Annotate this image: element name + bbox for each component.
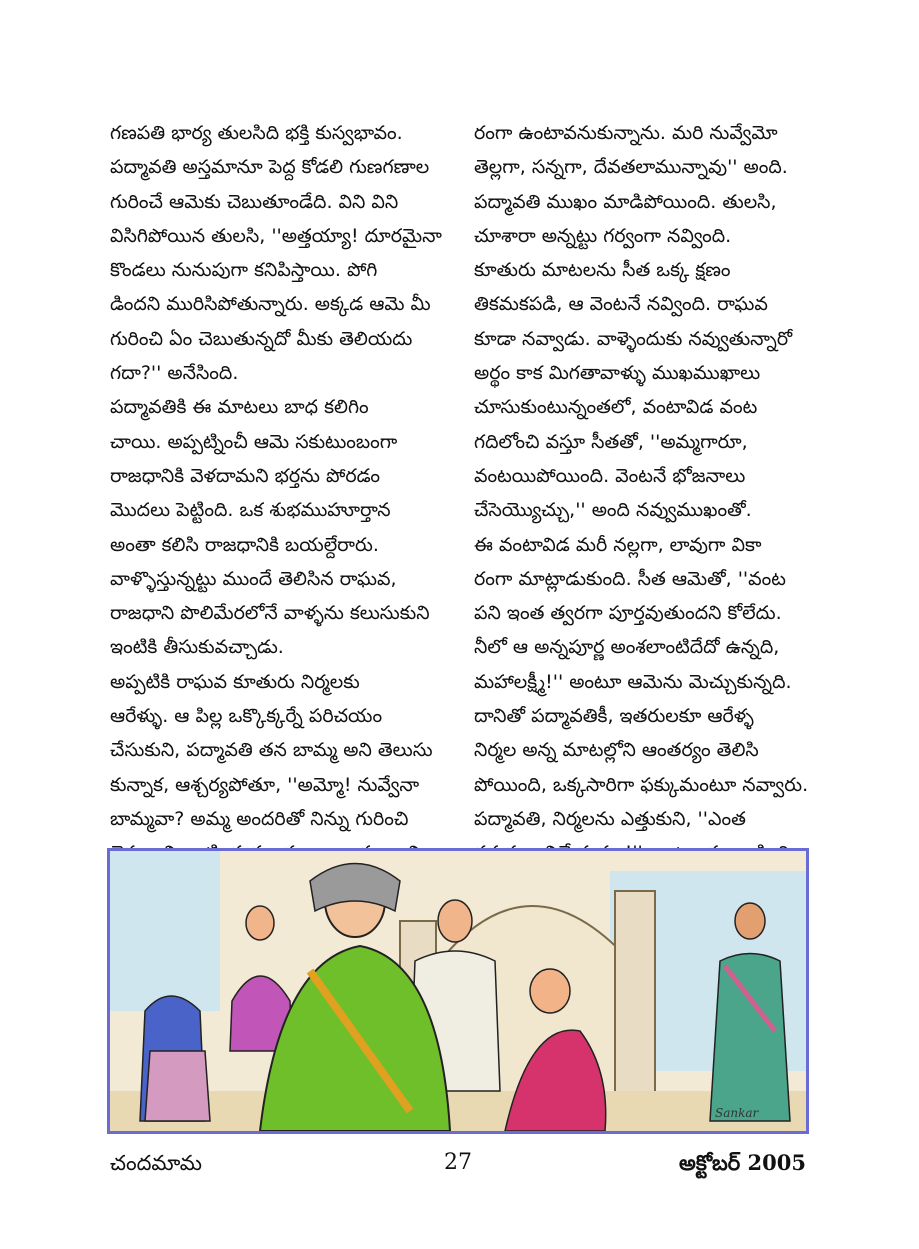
story-line: గురించే ఆమెకు చెబుతూండేది. విని విని: [110, 190, 399, 213]
maid-head: [735, 903, 765, 939]
floor: [110, 1091, 806, 1131]
story-line: మొదలు పెట్టింది. ఒక శుభముహూర్తాన: [110, 499, 391, 522]
story-line: డిందని మురిసిపోతున్నారు. అక్కడ ఆమె మీ: [110, 293, 431, 316]
story-column-right: [474, 116, 826, 871]
story-line: పద్మావతి, నిర్మలను ఎత్తుకుని, ''ఎంత: [474, 807, 746, 830]
issue-month: అక్టోబర్: [679, 1151, 741, 1175]
story-line: విసిగిపోయిన తులసి, ''అత్తయ్యా! దూరమైనా: [110, 224, 442, 247]
story-line: చాయి. అప్పట్నించీ ఆమె సకుటుంబంగా: [110, 430, 398, 453]
story-line: అర్థం కాక మిగతావాళ్ళు ముఖముఖాలు: [474, 362, 761, 385]
story-line: గురించి ఏం చెబుతున్నదో మీకు తెలియదు: [110, 327, 413, 350]
story-illustration: [107, 848, 809, 1134]
story-line: చేసెయ్యొచ్చు,'' అంది నవ్వుముఖంతో.: [474, 499, 752, 522]
story-line: తికమకపడి, ఆ వెంటనే నవ్వింది. రాఘవ: [474, 293, 768, 316]
story-line: మహాలక్ష్మీ!'' అంటూ ఆమెను మెచ్చుకున్నది.: [474, 670, 792, 693]
story-line: పద్మావతికి ఈ మాటలు బాధ కలిగిం: [110, 396, 369, 419]
story-line: రాజధానికి వెళదామని భర్తను పోరడం: [110, 464, 381, 487]
story-line: అప్పటికి రాఘవ కూతురు నిర్మలకు: [110, 670, 360, 693]
maid-sari: [710, 954, 790, 1122]
story-column-left: [110, 116, 462, 871]
story-line: బామ్మవా? అమ్మ అందరితో నిన్ను గురించి: [110, 807, 409, 830]
story-line: వంటయిపోయింది. వెంటనే భోజనాలు: [474, 464, 746, 487]
story-line: రంగా ఉంటావనుకున్నాను. మరి నువ్వేమో: [474, 122, 778, 144]
woman-left-head: [246, 906, 274, 940]
child-skirt: [145, 1051, 210, 1121]
story-line: ఇంటికి తీసుకువచ్చాడు.: [110, 636, 284, 659]
illustration-scene: [110, 851, 806, 1131]
magazine-name: చందమామ: [110, 1151, 202, 1175]
story-line: గణపతి భార్య తులసిది భక్తి కుస్వభావం.: [110, 122, 403, 144]
issue-date: [679, 1146, 806, 1180]
man-head: [438, 900, 472, 942]
sky-left: [110, 851, 220, 1011]
page-footer: [110, 1146, 806, 1180]
story-line: కున్నాక, ఆశ్చర్యపోతూ, ''అమ్మో! నువ్వేనా: [110, 773, 420, 796]
artist-signature: Sankar: [715, 1106, 759, 1120]
story-line: తెల్లగా, సన్నగా, దేవతలామున్నావు'' అంది.: [474, 156, 788, 179]
story-line: చూశారా అన్నట్టు గర్వంగా నవ్వింది.: [474, 224, 732, 247]
story-line: ఈ వంటావిడ మరీ నల్లగా, లావుగా వికా: [474, 533, 762, 556]
story-line: చూసుకుంటున్నంతలో, వంటావిడ వంట: [474, 396, 758, 419]
story-line: కూతురు మాటలను సీత ఒక్క క్షణం: [474, 259, 731, 282]
story-line: నీలో ఆ అన్నపూర్ణ అంశలాంటిదేదో ఉన్నది,: [474, 636, 780, 659]
issue-year: 2005: [747, 1150, 806, 1175]
story-line: కొండలు నునుపుగా కనిపిస్తాయి. పోగి: [110, 259, 378, 282]
story-line: గదిలోంచి వస్తూ సీతతో, ''అమ్మగారూ,: [474, 430, 748, 453]
story-line: ఆరేళ్ళు. ఆ పిల్ల ఒక్కొక్కర్నే పరిచయం: [110, 705, 383, 728]
story-line: గదా?'' అనేసింది.: [110, 362, 239, 385]
story-line: నిర్మల అన్న మాటల్లోని ఆంతర్యం తెలిసి: [474, 739, 759, 762]
story-line: పని ఇంత త్వరగా పూర్తవుతుందని కోలేదు.: [474, 602, 782, 625]
story-line: పోయింది, ఒక్కసారిగా ఫక్కుమంటూ నవ్వారు.: [474, 773, 809, 796]
story-line: కూడా నవ్వాడు. వాళ్ళెందుకు నవ్వుతున్నారో: [474, 327, 793, 350]
story-line: రంగా మాట్లాడుకుంది. సీత ఆమెతో, ''వంట: [474, 567, 786, 590]
girl-head: [530, 969, 570, 1013]
story-line: చేసుకుని, పద్మావతి తన బామ్మ అని తెలుసు: [110, 739, 433, 762]
story-line: దానితో పద్మావతికీ, ఇతరులకూ ఆరేళ్ళ: [474, 705, 754, 728]
story-line: వాళ్ళొస్తున్నట్టు ముందే తెలిసిన రాఘవ,: [110, 567, 397, 590]
story-line: పద్మావతి అస్తమానూ పెద్ద కోడలి గుణగణాల: [110, 156, 430, 179]
story-line: రాజధాని పొలిమేరలోనే వాళ్ళను కలుసుకుని: [110, 602, 430, 625]
page-number: 27: [444, 1150, 472, 1175]
story-line: పద్మావతి ముఖం మాడిపోయింది. తులసి,: [474, 190, 777, 213]
story-line: అంతా కలిసి రాజధానికి బయల్దేరారు.: [110, 533, 379, 556]
